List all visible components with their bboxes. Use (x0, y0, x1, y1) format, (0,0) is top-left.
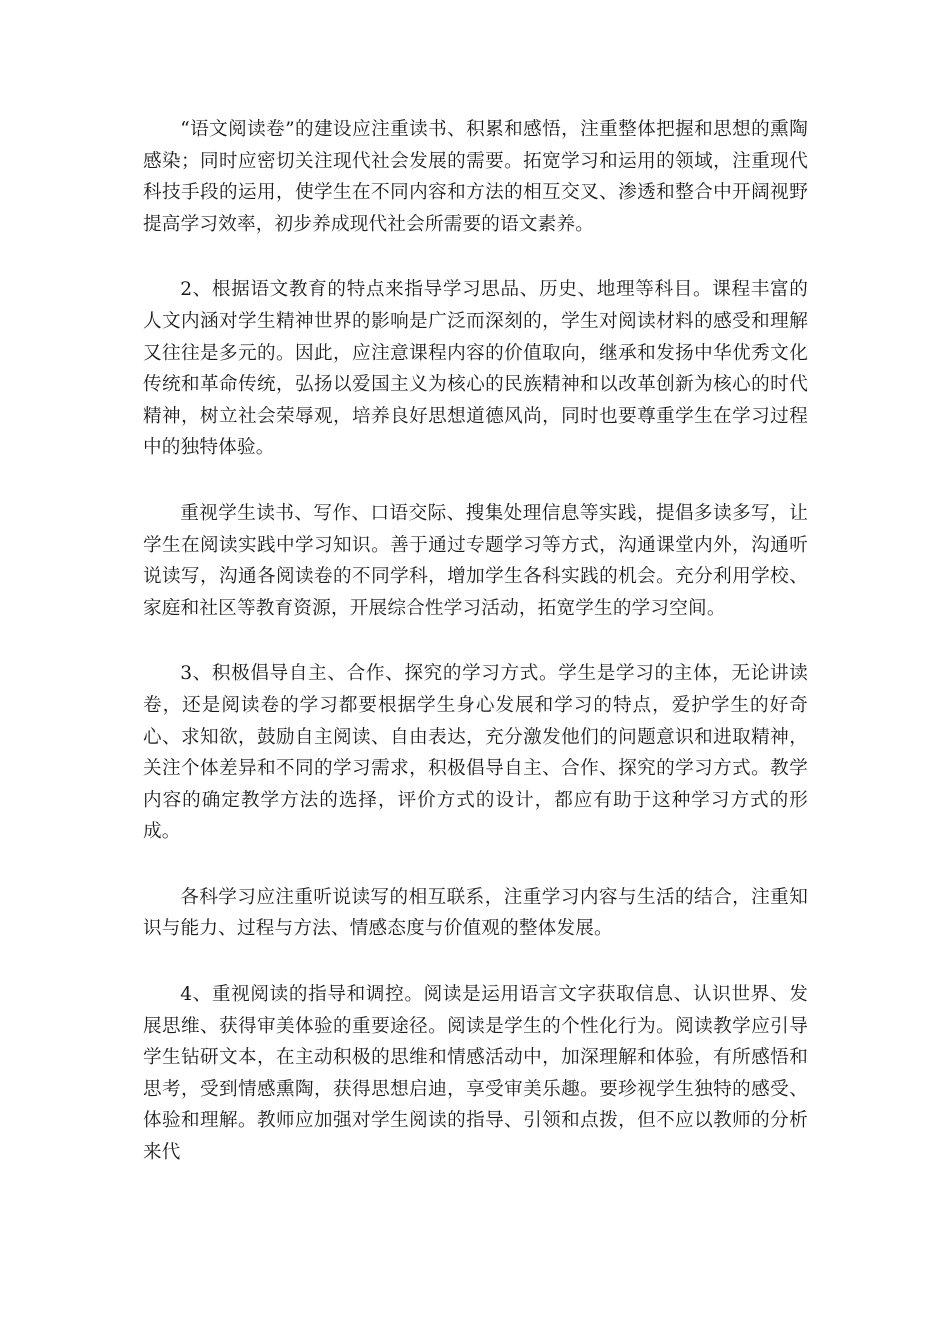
document-page (143, 114, 808, 1203)
paragraph-point-3: 3、积极倡导自主、合作、探究的学习方式。学生是学习的主体，无论讲读卷，还是阅读卷的学习都要根据学生身心发展和学习的特点，爱护学生的好奇心、求知欲，鼓励自主阅读、自由表达，充分激发他们的问题意识和进取精神，关注个体差异和不同的学习需求，积极倡导自主、合作、探究的学习方式。教学内容的确定教学方法的选择，评价方式的设计，都应有助于这种学习方式的形成。 (143, 663, 808, 843)
paragraph-point-2: 2、根据语文教育的特点来指导学习思品、历史、地理等科目。课程丰富的人文内涵对学生精神世界的影响是广泛而深刻的，学生对阅读材料的感受和理解又往往是多元的。因此，应注意课程内容的价值取向，继承和发扬中华优秀文化传统和革命传统，弘扬以爱国主义为核心的民族精神和以改革创新为核心的时代精神，树立社会荣辱观，培养良好思想道德风尚，同时也要尊重学生在学习过程中的独特体验。 (143, 279, 808, 459)
paragraph-point-4: 4、重视阅读的指导和调控。阅读是运用语言文字获取信息、认识世界、发展思维、获得审美体验的重要途径。阅读是学生的个性化行为。阅读教学应引导学生钻研文本，在主动积极的思维和情感活动中，加深理解和体验，有所感悟和思考，受到情感熏陶，获得思想启迪，享受审美乐趣。要珍视学生独特的感受、体验和理解。教师应加强对学生阅读的指导、引领和点拨，但不应以教师的分析来代 (143, 984, 808, 1164)
paragraph-practice: 重视学生读书、写作、口语交际、搜集处理信息等实践，提倡多读多写，让学生在阅读实践中学习知识。善于通过专题学习等方式，沟通课堂内外，沟通听说读写，沟通各阅读卷的不同学科，增加学生各科实践的机会。充分利用学校、家庭和社区等教育资源，开展综合性学习活动，拓宽学生的学习空间。 (143, 502, 808, 619)
paragraph-reading-volume-intro: “语文阅读卷”的建设应注重读书、积累和感悟，注重整体把握和思想的熏陶感染；同时应密切关注现代社会发展的需要。拓宽学习和运用的领域，注重现代科技手段的运用，使学生在不同内容和方法的相互交叉、渗透和整合中开阔视野提高学习效率，初步养成现代社会所需要的语文素养。 (143, 119, 808, 235)
paragraph-integration: 各科学习应注重听说读写的相互联系，注重学习内容与生活的结合，注重知识与能力、过程与方法、情感态度与价值观的整体发展。 (143, 886, 808, 940)
